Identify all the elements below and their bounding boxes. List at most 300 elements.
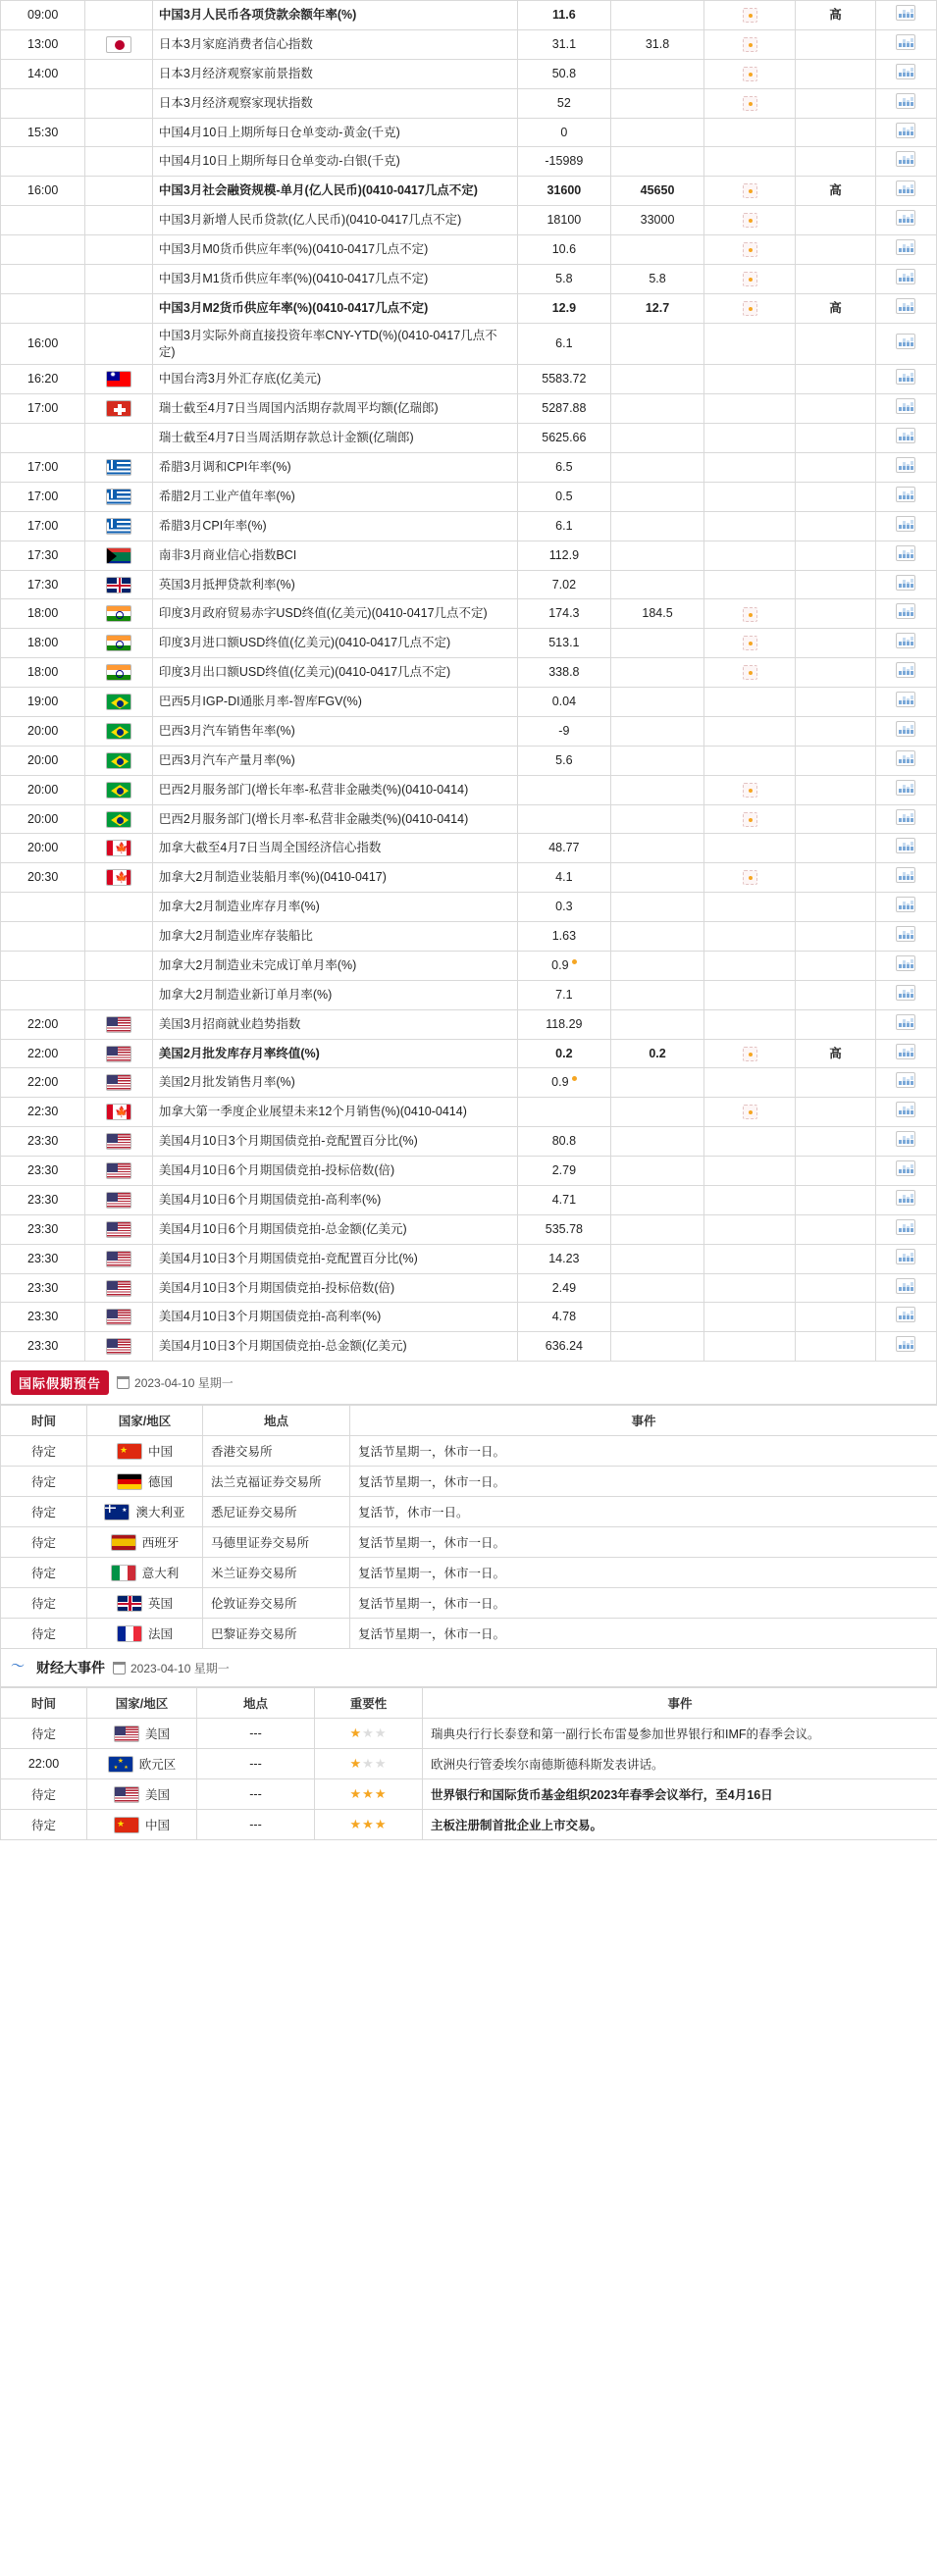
row-forecast: 5.8: [610, 264, 703, 293]
flag-icon-br: [106, 752, 131, 769]
chart-icon[interactable]: [896, 633, 915, 648]
flag-icon-gb: [117, 1595, 142, 1612]
row-importance: [796, 1068, 876, 1098]
row-previous: 31.1: [517, 29, 610, 59]
table-row: [1, 1244, 937, 1273]
row-event: 中国3月M0货币供应年率(%)(0410-0417几点不定): [152, 235, 517, 265]
chart-icon[interactable]: [896, 926, 915, 942]
row-chart-cell[interactable]: [875, 88, 936, 118]
row-previous: 5.6: [517, 746, 610, 775]
row-star-cell: [704, 658, 796, 688]
chart-icon[interactable]: [896, 1190, 915, 1206]
chart-icon[interactable]: [896, 750, 915, 766]
row-importance: [796, 264, 876, 293]
row-previous: 4.71: [517, 1185, 610, 1214]
row-time: 20:00: [1, 834, 85, 863]
row-chart-cell[interactable]: [875, 511, 936, 541]
row-importance: [796, 804, 876, 834]
row-time: 待定: [1, 1558, 87, 1588]
row-chart-cell[interactable]: [875, 1068, 936, 1098]
chart-icon[interactable]: [896, 575, 915, 591]
chart-icon[interactable]: [896, 721, 915, 737]
row-importance: [796, 834, 876, 863]
row-flag: [85, 323, 153, 365]
row-star-cell: [704, 980, 796, 1009]
row-forecast: 184.5: [610, 599, 703, 629]
wave-icon: [11, 1661, 28, 1674]
table-row: [1, 206, 937, 235]
row-previous: 0.04: [517, 688, 610, 717]
row-chart-cell[interactable]: [875, 893, 936, 922]
row-chart-cell[interactable]: [875, 775, 936, 804]
star-box-icon: [743, 783, 757, 798]
row-country: 意大利: [87, 1558, 203, 1588]
chart-icon[interactable]: [896, 1072, 915, 1088]
star-box-icon: [743, 812, 757, 827]
row-chart-cell[interactable]: [875, 177, 936, 206]
row-star-cell: [704, 1009, 796, 1039]
row-previous: 11.6: [517, 1, 610, 30]
table-row: [1, 1303, 937, 1332]
chart-icon[interactable]: [896, 545, 915, 561]
flag-icon-br: [106, 811, 131, 828]
row-chart-cell[interactable]: [875, 1157, 936, 1186]
row-event: 巴西5月IGP-DI通胀月率-智库FGV(%): [152, 688, 517, 717]
row-event: 复活节星期一，休市一日。: [350, 1558, 937, 1588]
row-forecast: [610, 629, 703, 658]
row-previous: 80.8: [517, 1127, 610, 1157]
row-event: 美国2月批发库存月率终值(%): [152, 1039, 517, 1068]
chart-icon[interactable]: [896, 780, 915, 796]
table-row: [1, 541, 937, 570]
row-star-cell: [704, 1127, 796, 1157]
row-forecast: [610, 893, 703, 922]
table-row: [1, 1185, 937, 1214]
row-previous: -15989: [517, 147, 610, 177]
row-event: 日本3月家庭消费者信心指数: [152, 29, 517, 59]
row-event: 印度3月政府贸易赤字USD终值(亿美元)(0410-0417几点不定): [152, 599, 517, 629]
row-star-cell: [704, 453, 796, 483]
row-chart-cell[interactable]: [875, 424, 936, 453]
row-star-cell: [704, 1068, 796, 1098]
flag-icon-us: [106, 1046, 131, 1062]
chart-icon[interactable]: [896, 151, 915, 167]
row-previous: 31600: [517, 177, 610, 206]
row-star-cell: [704, 834, 796, 863]
table-row: [1, 775, 937, 804]
row-chart-cell[interactable]: [875, 29, 936, 59]
chart-icon[interactable]: [896, 809, 915, 825]
row-place: ---: [197, 1749, 315, 1779]
row-flag: [85, 1039, 153, 1068]
table-row: [1, 1749, 937, 1779]
row-flag: [85, 1, 153, 30]
row-chart-cell[interactable]: [875, 1185, 936, 1214]
row-star-cell: [704, 599, 796, 629]
row-chart-cell[interactable]: [875, 922, 936, 952]
row-chart-cell[interactable]: [875, 1332, 936, 1362]
row-forecast: [610, 775, 703, 804]
row-star-cell: [704, 688, 796, 717]
chart-icon[interactable]: [896, 1044, 915, 1059]
chart-icon[interactable]: [896, 428, 915, 443]
flag-icon-us: [106, 1133, 131, 1150]
row-chart-cell[interactable]: [875, 863, 936, 893]
row-event: 复活节星期一，休市一日。: [350, 1436, 937, 1467]
row-time: 20:00: [1, 716, 85, 746]
chart-icon[interactable]: [896, 269, 915, 284]
row-forecast: [610, 1009, 703, 1039]
row-time: 23:30: [1, 1273, 85, 1303]
row-star-cell: [704, 424, 796, 453]
row-flag: [85, 365, 153, 394]
table-row: [1, 570, 937, 599]
row-previous: 636.24: [517, 1332, 610, 1362]
table-row: [1, 453, 937, 483]
row-forecast: [610, 235, 703, 265]
chart-icon[interactable]: [896, 398, 915, 414]
chart-icon[interactable]: [896, 298, 915, 314]
row-flag: [85, 570, 153, 599]
row-previous: 0.5: [517, 482, 610, 511]
chart-icon[interactable]: [896, 487, 915, 502]
row-flag: [85, 206, 153, 235]
flag-icon-gr: [106, 518, 131, 535]
chart-icon[interactable]: [896, 334, 915, 349]
column-header: 国家/地区: [87, 1688, 197, 1719]
row-time: 20:00: [1, 775, 85, 804]
row-star-cell: [704, 893, 796, 922]
row-time: 22:00: [1, 1068, 85, 1098]
row-time: 待定: [1, 1436, 87, 1467]
row-chart-cell[interactable]: [875, 59, 936, 88]
chart-icon[interactable]: [896, 1160, 915, 1176]
row-star-cell: [704, 177, 796, 206]
chart-icon[interactable]: [896, 239, 915, 255]
row-chart-cell[interactable]: [875, 365, 936, 394]
row-chart-cell[interactable]: [875, 394, 936, 424]
table-row: [1, 834, 937, 863]
row-time: 23:30: [1, 1303, 85, 1332]
row-event: 巴西3月汽车产量月率(%): [152, 746, 517, 775]
row-chart-cell[interactable]: [875, 1, 936, 30]
chart-icon[interactable]: [896, 692, 915, 707]
row-chart-cell[interactable]: [875, 804, 936, 834]
row-chart-cell[interactable]: [875, 323, 936, 365]
row-previous: 112.9: [517, 541, 610, 570]
row-forecast: [610, 1244, 703, 1273]
row-importance: 高: [796, 1039, 876, 1068]
row-star-cell: [704, 88, 796, 118]
chart-icon[interactable]: [896, 369, 915, 385]
row-star-cell: [704, 922, 796, 952]
chart-icon[interactable]: [896, 662, 915, 678]
row-star-cell: [704, 1214, 796, 1244]
row-previous: 6.1: [517, 511, 610, 541]
row-country: 法国: [87, 1619, 203, 1649]
row-chart-cell[interactable]: [875, 1127, 936, 1157]
row-event: 复活节星期一，休市一日。: [350, 1588, 937, 1619]
flag-icon-us: [106, 1162, 131, 1179]
table-row: [1, 264, 937, 293]
chart-icon[interactable]: [896, 180, 915, 196]
row-star-cell: [704, 1098, 796, 1127]
row-event: 加拿大第一季度企业展望未来12个月销售(%)(0410-0414): [152, 1098, 517, 1127]
row-chart-cell[interactable]: [875, 658, 936, 688]
row-previous: 52: [517, 88, 610, 118]
chart-icon[interactable]: [896, 5, 915, 21]
flag-icon-ca: [106, 1104, 131, 1120]
row-star-cell: [704, 629, 796, 658]
chart-icon[interactable]: [896, 516, 915, 532]
row-chart-cell[interactable]: [875, 1273, 936, 1303]
star-rating-icon: ★★★: [349, 1726, 388, 1741]
row-previous: [517, 775, 610, 804]
row-importance: [796, 541, 876, 570]
chart-icon[interactable]: [896, 210, 915, 226]
chart-icon[interactable]: [896, 985, 915, 1001]
table-row: [1, 1068, 937, 1098]
row-place: ---: [197, 1779, 315, 1810]
row-event: 复活节星期一，休市一日。: [350, 1619, 937, 1649]
row-star-cell: [704, 541, 796, 570]
chart-icon[interactable]: [896, 1278, 915, 1294]
chart-icon[interactable]: [896, 1102, 915, 1117]
row-chart-cell[interactable]: [875, 293, 936, 323]
row-chart-cell[interactable]: [875, 1098, 936, 1127]
row-place: 米兰证券交易所: [203, 1558, 350, 1588]
row-event: 美国4月10日3个月期国债竞拍-总金额(亿美元): [152, 1332, 517, 1362]
row-importance: [796, 235, 876, 265]
row-forecast: [610, 688, 703, 717]
star-box-icon: [743, 665, 757, 680]
row-forecast: [610, 1127, 703, 1157]
row-country: ★ 澳大利亚: [87, 1497, 203, 1527]
calendar-icon: [117, 1376, 130, 1389]
row-importance: [796, 511, 876, 541]
row-flag: [85, 541, 153, 570]
row-event: 中国4月10日上期所每日仓单变动-黄金(千克): [152, 118, 517, 147]
row-event: 巴西2月服务部门(增长月率-私营非金融类(%)(0410-0414): [152, 804, 517, 834]
row-forecast: [610, 1157, 703, 1186]
row-time: 待定: [1, 1619, 87, 1649]
table-row: [1, 1098, 937, 1127]
row-flag: [85, 599, 153, 629]
row-forecast: 31.8: [610, 29, 703, 59]
star-box-icon: [743, 272, 757, 286]
chart-icon[interactable]: [896, 123, 915, 138]
chart-icon[interactable]: [896, 1307, 915, 1322]
events-date-text: 2023-04-10 星期一: [130, 1661, 230, 1675]
row-chart-cell[interactable]: [875, 599, 936, 629]
row-flag: [85, 863, 153, 893]
row-importance: [796, 1244, 876, 1273]
row-star-cell: [704, 29, 796, 59]
chart-icon[interactable]: [896, 838, 915, 853]
row-time: 18:00: [1, 658, 85, 688]
row-chart-cell[interactable]: [875, 264, 936, 293]
column-header: 事件: [350, 1406, 937, 1436]
row-event: 世界银行和国际货币基金组织2023年春季会议举行，至4月16日: [423, 1779, 937, 1810]
row-importance: [796, 206, 876, 235]
row-chart-cell[interactable]: [875, 834, 936, 863]
row-star-cell: [704, 570, 796, 599]
row-previous: 14.23: [517, 1244, 610, 1273]
row-flag: [85, 177, 153, 206]
row-importance: [796, 118, 876, 147]
row-flag: [85, 235, 153, 265]
table-row: [1, 893, 937, 922]
row-previous: 10.6: [517, 235, 610, 265]
row-previous: 5625.66: [517, 424, 610, 453]
row-forecast: [610, 118, 703, 147]
row-forecast: [610, 147, 703, 177]
chart-icon[interactable]: [896, 897, 915, 912]
row-time: [1, 235, 85, 265]
row-star-cell: [704, 1303, 796, 1332]
row-chart-cell[interactable]: [875, 1244, 936, 1273]
row-previous: 0.3: [517, 893, 610, 922]
row-chart-cell[interactable]: [875, 453, 936, 483]
row-flag: [85, 1273, 153, 1303]
row-chart-cell[interactable]: [875, 147, 936, 177]
row-importance: [796, 1098, 876, 1127]
row-star-cell: [704, 394, 796, 424]
row-flag: [85, 1303, 153, 1332]
row-event: 美国4月10日6个月期国债竞拍-总金额(亿美元): [152, 1214, 517, 1244]
row-chart-cell[interactable]: [875, 980, 936, 1009]
row-chart-cell[interactable]: [875, 951, 936, 980]
row-forecast: [610, 922, 703, 952]
row-time: 23:30: [1, 1214, 85, 1244]
row-time: 17:30: [1, 541, 85, 570]
row-previous: 5.8: [517, 264, 610, 293]
row-importance: [796, 1332, 876, 1362]
table-row: [1, 29, 937, 59]
row-place: 法兰克福证券交易所: [203, 1467, 350, 1497]
flag-icon-us: [106, 1074, 131, 1091]
chart-icon[interactable]: [896, 1131, 915, 1147]
row-importance: [796, 716, 876, 746]
row-previous: 1.63: [517, 922, 610, 952]
row-chart-cell[interactable]: [875, 206, 936, 235]
row-chart-cell[interactable]: [875, 482, 936, 511]
chart-icon[interactable]: [896, 1014, 915, 1030]
star-box-icon: [743, 870, 757, 885]
row-chart-cell[interactable]: [875, 570, 936, 599]
row-time: 17:00: [1, 394, 85, 424]
row-importance: [796, 629, 876, 658]
flag-icon-us: [114, 1726, 139, 1742]
row-previous: 18100: [517, 206, 610, 235]
row-forecast: 33000: [610, 206, 703, 235]
row-forecast: 45650: [610, 177, 703, 206]
flag-icon-us: [106, 1221, 131, 1238]
row-forecast: [610, 951, 703, 980]
row-chart-cell[interactable]: [875, 716, 936, 746]
row-importance: [796, 775, 876, 804]
row-chart-cell[interactable]: [875, 235, 936, 265]
table-row: [1, 365, 937, 394]
column-header: 地点: [197, 1688, 315, 1719]
row-importance: 高: [796, 1, 876, 30]
row-previous: 535.78: [517, 1214, 610, 1244]
row-star-cell: [704, 1039, 796, 1068]
star-box-icon: [743, 1105, 757, 1119]
row-place: 悉尼证券交易所: [203, 1497, 350, 1527]
row-time: 23:30: [1, 1157, 85, 1186]
flag-icon-us: [114, 1786, 139, 1803]
row-importance: 高: [796, 177, 876, 206]
chart-icon[interactable]: [896, 955, 915, 971]
row-importance: [796, 599, 876, 629]
chart-icon[interactable]: [896, 1336, 915, 1352]
chart-icon[interactable]: [896, 34, 915, 50]
row-flag: [85, 147, 153, 177]
row-chart-cell[interactable]: [875, 1214, 936, 1244]
table-row: [1, 147, 937, 177]
chart-icon[interactable]: [896, 93, 915, 109]
row-time: [1, 893, 85, 922]
table-row: [1, 1779, 937, 1810]
row-chart-cell[interactable]: [875, 1303, 936, 1332]
row-star-cell: [704, 235, 796, 265]
table-row: [1, 1332, 937, 1362]
row-flag: [85, 893, 153, 922]
row-time: 16:20: [1, 365, 85, 394]
chart-icon[interactable]: [896, 64, 915, 79]
chart-icon[interactable]: [896, 603, 915, 619]
row-forecast: [610, 1332, 703, 1362]
row-previous: 48.77: [517, 834, 610, 863]
row-chart-cell[interactable]: [875, 118, 936, 147]
row-forecast: [610, 658, 703, 688]
row-flag: [85, 775, 153, 804]
star-rating-icon: ★★★: [349, 1756, 388, 1772]
row-event: 瑞士截至4月7日当周国内活期存款周平均额(亿瑞郎): [152, 394, 517, 424]
row-importance: [796, 688, 876, 717]
row-chart-cell[interactable]: [875, 541, 936, 570]
row-time: 15:30: [1, 118, 85, 147]
chart-icon[interactable]: [896, 1249, 915, 1264]
table-row: [1, 1214, 937, 1244]
row-time: 待定: [1, 1467, 87, 1497]
row-flag: [85, 716, 153, 746]
chart-icon[interactable]: [896, 867, 915, 883]
chart-icon[interactable]: [896, 457, 915, 473]
row-event: 希腊3月CPI年率(%): [152, 511, 517, 541]
row-star-cell: [704, 1185, 796, 1214]
row-chart-cell[interactable]: [875, 1009, 936, 1039]
row-flag: [85, 922, 153, 952]
row-chart-cell[interactable]: [875, 1039, 936, 1068]
row-event: 中国3月M1货币供应年率(%)(0410-0417几点不定): [152, 264, 517, 293]
row-chart-cell[interactable]: [875, 629, 936, 658]
row-chart-cell[interactable]: [875, 688, 936, 717]
chart-icon[interactable]: [896, 1219, 915, 1235]
table-row: [1, 1009, 937, 1039]
row-event: 中国3月新增人民币贷款(亿人民币)(0410-0417几点不定): [152, 206, 517, 235]
row-time: 17:00: [1, 482, 85, 511]
row-time: [1, 264, 85, 293]
row-importance: [796, 394, 876, 424]
row-chart-cell[interactable]: [875, 746, 936, 775]
row-importance: [796, 1127, 876, 1157]
row-place: 伦敦证券交易所: [203, 1588, 350, 1619]
flag-icon-eu: [108, 1756, 133, 1773]
row-flag: [85, 1127, 153, 1157]
row-importance: [796, 1273, 876, 1303]
